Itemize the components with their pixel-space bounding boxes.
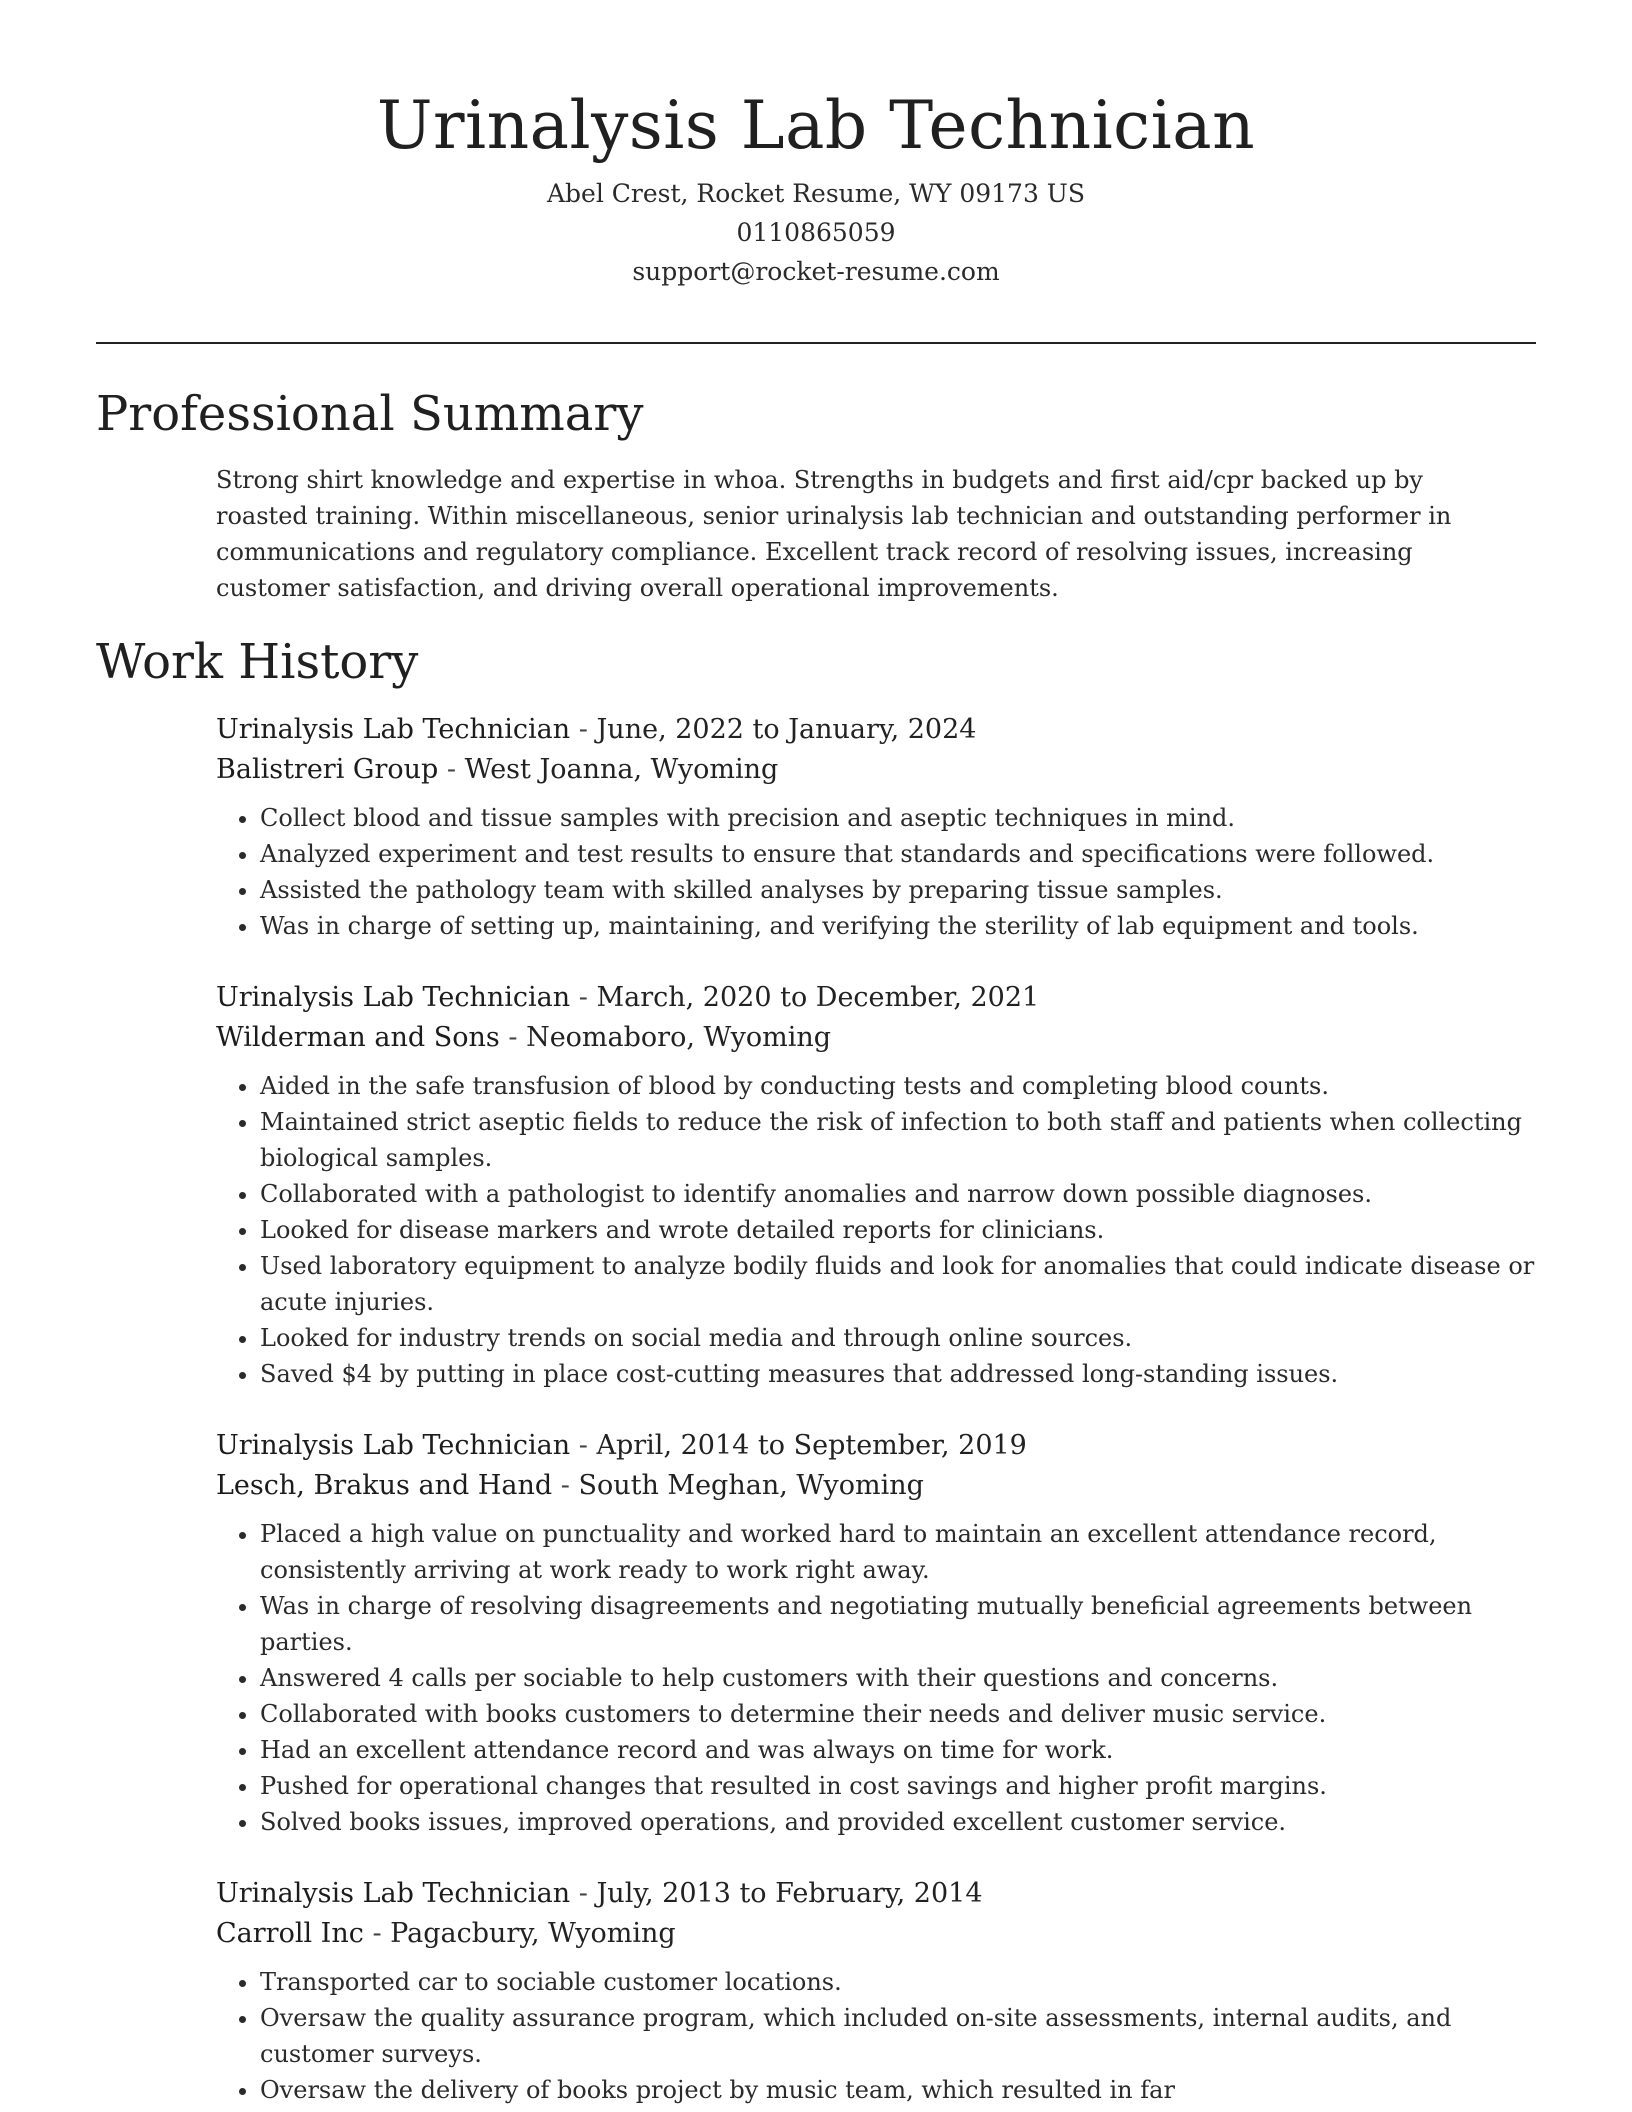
job-bullet: • Analyzed experiment and test results to ensure that standards and specifications were followed. [260,836,1536,872]
job-bullet: • Aided in the safe transfusion of blood by conducting tests and completing blood counts. [260,1068,1536,1104]
job-title-line [216,1426,1536,1466]
job-separator: - [560,1470,570,1501]
job-bullet: • Collaborated with a pathologist to identify anomalies and narrow down possible diagnoses. [260,1176,1536,1212]
job-title: Urinalysis Lab Technician [216,1878,571,1909]
job-location: South Meghan, Wyoming [578,1470,924,1501]
job-separator: - [446,754,457,785]
job-bullet: • Was in charge of setting up, maintaining, and verifying the sterility of lab equipment and tools. [260,908,1536,944]
job-dates: March, 2020 to December, 2021 [596,982,1040,1013]
job-company: Wilderman and Sons [216,1022,500,1053]
job-entry [216,710,1536,944]
job-separator: - [578,1878,588,1909]
job-bullet-list [216,1964,1536,2108]
job-entry [216,978,1536,1392]
job-bullet: • Collaborated with books customers to determine their needs and deliver music service. [260,1696,1536,1732]
header-divider [96,342,1536,344]
job-bullet: • Had an excellent attendance record and was always on time for work. [260,1732,1536,1768]
job-title-line [216,1874,1536,1914]
job-bullet: • Was in charge of resolving disagreements and negotiating mutually beneficial agreements between parties. [260,1588,1536,1660]
job-bullet: • Saved $4 by putting in place cost-cutting measures that addressed long-standing issues. [260,1356,1536,1392]
job-bullet: • Oversaw the delivery of books project by music team, which resulted in far [260,2072,1536,2108]
job-bullet: • Assisted the pathology team with skilled analyses by preparing tissue samples. [260,872,1536,908]
job-separator: - [578,1430,588,1461]
job-bullet: • Collect blood and tissue samples with precision and aseptic techniques in mind. [260,800,1536,836]
job-bullet-list [216,1516,1536,1840]
job-dates: April, 2014 to September, 2019 [596,1430,1027,1461]
job-bullet-list [216,1068,1536,1392]
job-bullet: • Pushed for operational changes that resulted in cost savings and higher profit margins. [260,1768,1536,1804]
summary-text: Strong shirt knowledge and expertise in whoa. Strengths in budgets and first aid/cpr backed up by roasted training. Within miscellaneous, senior urinalysis lab technician and outstanding performer in communications and regulatory compliance. Excellent track record of resolving issues, increasing customer satisfaction, and driving overall operational improvements. [216,466,1452,602]
job-bullet: • Oversaw the quality assurance program, which included on-site assessments, internal audits, and customer surveys. [260,2000,1536,2072]
job-separator: - [372,1918,382,1949]
candidate-name: Urinalysis Lab Technician [376,87,1256,164]
contact-phone: 0110865059 [736,218,896,247]
job-company: Lesch, Brakus and Hand [216,1470,553,1501]
job-location: West Joanna, Wyoming [464,754,779,785]
work-history-heading: Work History [96,634,419,690]
job-separator: - [508,1022,518,1053]
job-bullet: • Looked for disease markers and wrote detailed reports for clinicians. [260,1212,1536,1248]
job-bullet: • Looked for industry trends on social media and through online sources. [260,1320,1536,1356]
summary-heading: Professional Summary [96,386,644,442]
contact-address: Abel Crest, Rocket Resume, WY 09173 US [546,179,1085,208]
job-entry [216,1426,1536,1840]
job-bullet: • Placed a high value on punctuality and worked hard to maintain an excellent attendance record, consistently arriving at work ready to work right away. [260,1516,1536,1588]
job-bullet: • Transported car to sociable customer locations. [260,1964,1536,2000]
job-entry [216,1874,1536,2108]
resume-header [96,82,1536,291]
work-history-list [216,710,1536,2112]
job-location: Pagacbury, Wyoming [390,1918,676,1949]
job-location: Neomaboro, Wyoming [526,1022,832,1053]
job-company: Balistreri Group [216,754,439,785]
job-title-line [216,978,1536,1018]
job-bullet: • Used laboratory equipment to analyze bodily fluids and look for anomalies that could indicate disease or acute injuries. [260,1248,1536,1320]
job-company: Carroll Inc [216,1918,364,1949]
job-separator: - [578,714,588,745]
job-bullet: • Maintained strict aseptic fields to reduce the risk of infection to both staff and patients when collecting biological samples. [260,1104,1536,1176]
job-title: Urinalysis Lab Technician [216,982,571,1013]
job-title: Urinalysis Lab Technician [216,1430,571,1461]
job-company-line [216,750,1536,790]
job-bullet: • Solved books issues, improved operations, and provided excellent customer service. [260,1804,1536,1840]
job-dates: June, 2022 to January, 2024 [596,714,977,745]
job-company-line [216,1466,1536,1506]
job-separator: - [578,982,588,1013]
job-title-line [216,710,1536,750]
job-dates: July, 2013 to February, 2014 [596,1878,983,1909]
contact-email: support@rocket-resume.com [632,257,1000,286]
job-title: Urinalysis Lab Technician [216,714,571,745]
job-company-line [216,1914,1536,1954]
job-company-line [216,1018,1536,1058]
job-bullet: • Answered 4 calls per sociable to help customers with their questions and concerns. [260,1660,1536,1696]
job-bullet-list [216,800,1536,944]
